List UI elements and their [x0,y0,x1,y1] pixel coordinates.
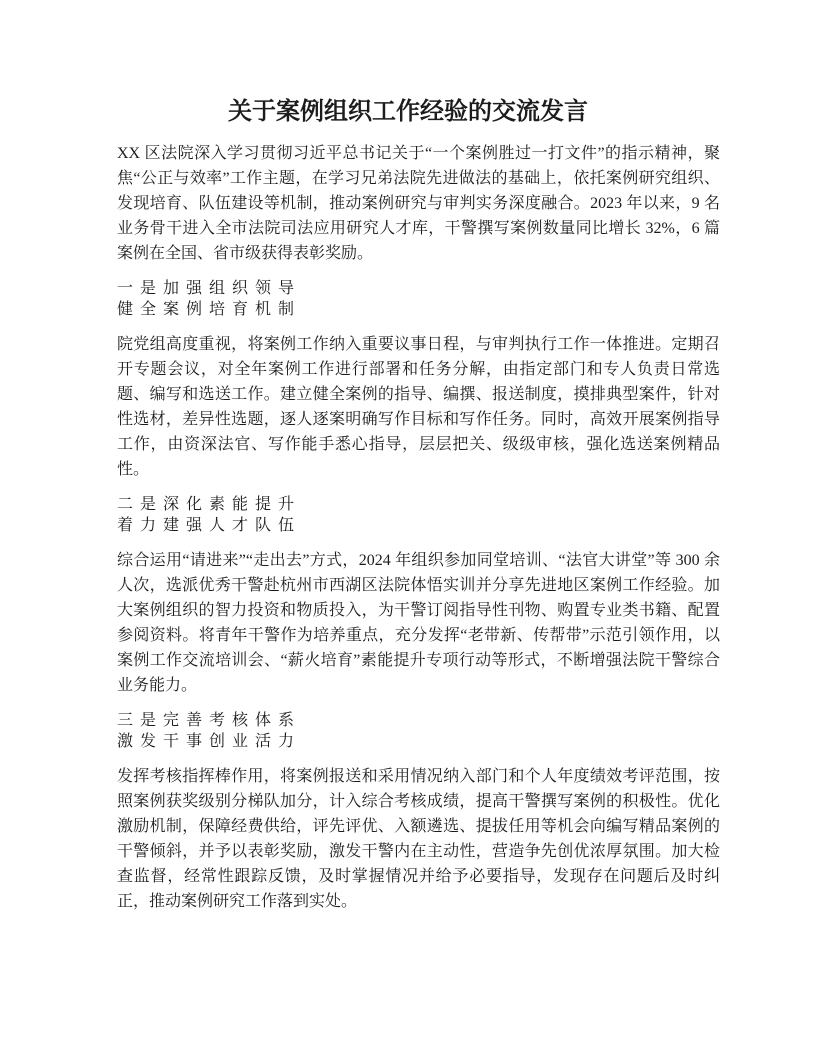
section-heading [117,710,720,752]
section-heading-line: 激发干事创业活力 [117,733,302,750]
section-heading [117,278,720,320]
section-heading-line: 着力建强人才队伍 [117,517,302,534]
document-body [96,141,720,914]
section-heading [117,494,720,536]
section-heading-line: 一是加强组织领导 [117,280,302,297]
paragraph: 院党组高度重视，将案例工作纳入重要议事日程，与审判执行工作一体推进。定期召开专题会议，对全年案例工作进行部署和任务分解，由指定部门和专人负责日常选题、编写和选送工作。建立健全案例的指导、编撰、报送制度，摸排典型案件，针对性选材，差异性选题，逐人逐案明确写作目标和写作任务。同时，高效开展案例指导工作，由资深法官、写作能手悉心指导，层层把关、级级审核，强化选送案例精品性。 [117,336,720,478]
section-heading-line: 健全案例培育机制 [117,301,302,318]
paragraph: 发挥考核指挥棒作用，将案例报送和采用情况纳入部门和个人年度绩效考评范围，按照案例获奖级别分梯队加分，计入综合考核成绩，提高干警撰写案例的积极性。优化激励机制，保障经费供给，评先评优、入额遴选、提拔任用等机会向编写精品案例的干警倾斜，并予以表彰奖励，激发干警内在主动性，营造争先创优浓厚氛围。加大检查监督，经常性跟踪反馈，及时掌握情况并给予必要指导，发现存在问题后及时纠正，推动案例研究工作落到实处。 [117,768,720,910]
document-title: 关于案例组织工作经验的交流发言 [228,99,588,125]
section-heading-line: 三是完善考核体系 [117,712,302,729]
section-heading-line: 二是深化素能提升 [117,496,302,513]
paragraph: 综合运用“请进来”“走出去”方式，2024 年组织参加同堂培训、“法官大讲堂”等 300 余人次，选派优秀干警赴杭州市西湖区法院体悟实训并分享先进地区案例工作经验。加大案例组织的智力投资和物质投入，为干警订阅指导性刊物、购置专业类书籍、配置参阅资料。将青年干警作为培养重点，充分发挥“老带新、传帮带”示范引领作用，以案例工作交流培训会、“薪火培育”素能提升专项行动等形式，不断增强法院干警综合业务能力。 [117,552,720,694]
paragraph: XX 区法院深入学习贯彻习近平总书记关于“一个案例胜过一打文件”的指示精神，聚焦“公正与效率”工作主题，在学习兄弟法院先进做法的基础上，依托案例研究组织、发现培育、队伍建设等机制，推动案例研究与审判实务深度融合。2023 年以来，9 名业务骨干进入全市法院司法应用研究人才库，干警撰写案例数量同比增长 32%，6 篇案例在全国、省市级获得表彰奖励。 [117,145,720,262]
